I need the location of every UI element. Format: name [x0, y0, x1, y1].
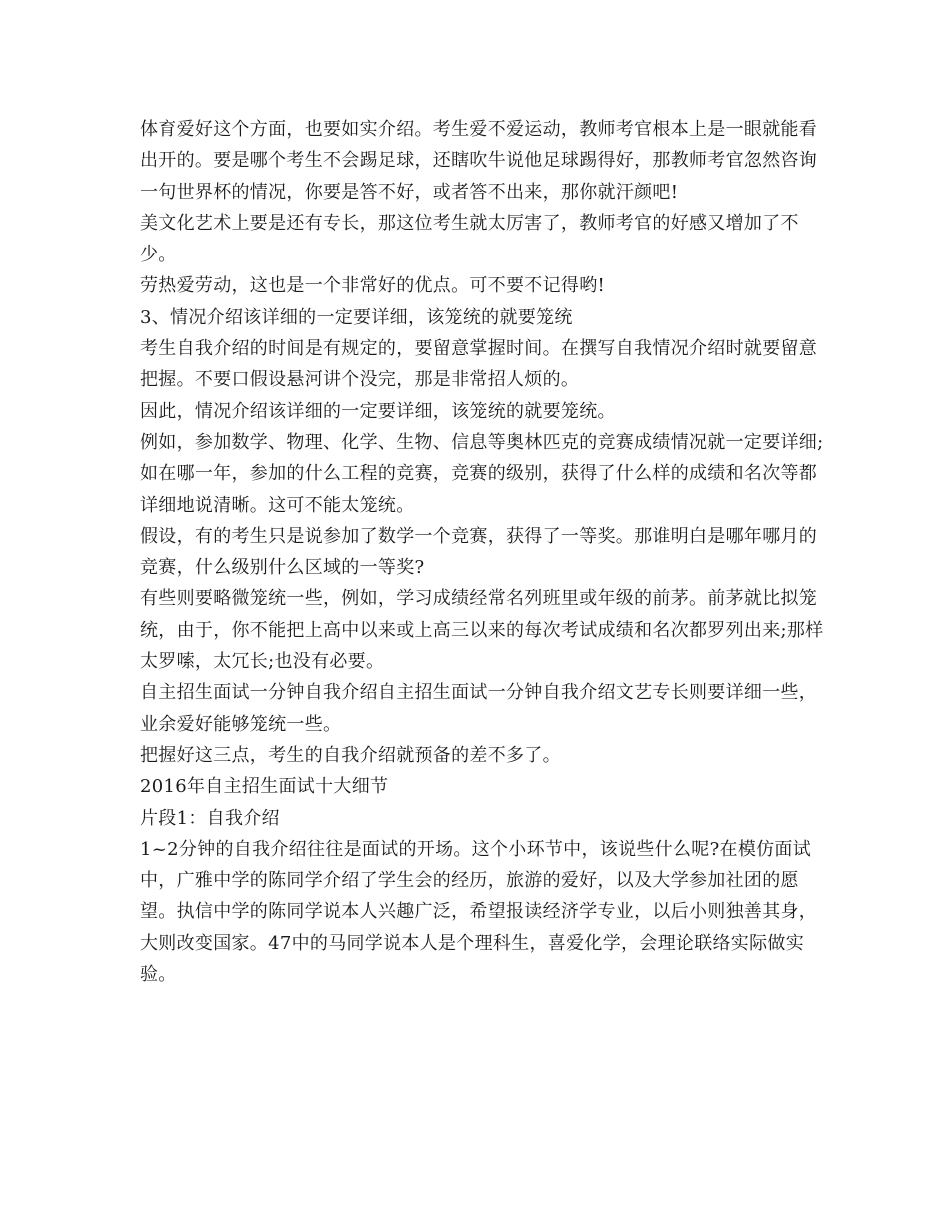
heading-ten-details: 2016年自主招生面试十大细节 [140, 776, 389, 798]
section-heading-detail-vs-general: 3、情况介绍该详细的一定要详细，该笼统的就要笼统 [140, 306, 573, 328]
paragraph-summary: 把握好这三点，考生的自我介绍就预备的差不多了。 [140, 744, 561, 766]
paragraph-general-grades: 有些则要略微笼统一些，例如，学习成绩经常名列班里或年级的前茅。前茅就比拟笼统，由于，你不能把上高中以来或上高三以来的每次考试成绩和名次都罗列出来;那样太罗嗦，太冗长;也没有必要。 [140, 588, 824, 673]
paragraph-labor: 劳热爱劳动，这也是一个非常好的优点。可不要不记得哟! [140, 275, 606, 297]
paragraph-therefore: 因此，情况介绍该详细的一定要详细，该笼统的就要笼统。 [140, 400, 616, 422]
document-body [140, 114, 830, 990]
paragraph-arts-detail: 自主招生面试一分钟自我介绍自主招生面试一分钟自我介绍文艺专长则要详细一些，业余爱好能够笼统一些。 [140, 682, 818, 735]
heading-segment-1: 片段1：自我介绍 [140, 807, 280, 829]
paragraph-olympiad-example: 例如，参加数学、物理、化学、生物、信息等奥林匹克的竞赛成绩情况就一定要详细;如在哪一年，参加的什么工程的竞赛，竞赛的级别，获得了什么样的成绩和名次等都详细地说清晰。这可不能太笼统。 [140, 431, 824, 516]
paragraph-time-limit: 考生自我介绍的时间是有规定的，要留意掌握时间。在撰写自我情况介绍时就要留意把握。不要口假设悬河讲个没完，那是非常招人烦的。 [140, 338, 818, 391]
paragraph-vague-example: 假设，有的考生只是说参加了数学一个竞赛，获得了一等奖。那谁明白是哪年哪月的竞赛，什么级别什么区域的一等奖? [140, 525, 818, 579]
paragraph-sports-hobby: 体育爱好这个方面，也要如实介绍。考生爱不爱运动，教师考官根本上是一眼就能看出开的。要是哪个考生不会踢足球，还瞎吹牛说他足球踢得好，那教师考官忽然咨询一句世界杯的情况，你要是答不好，或者答不出来，那你就汗颜吧! [140, 119, 818, 203]
paragraph-self-intro-examples: 1~2分钟的自我介绍往往是面试的开场。这个小环节中，该说些什么呢?在模仿面试中，广雅中学的陈同学介绍了学生会的经历，旅游的爱好，以及大学参加社团的愿望。执信中学的陈同学说本人兴趣广泛，希望报读经济学专业，以后小则独善其身，大则改变国家。47中的马同学说本人是个理科生，喜爱化学，会理论联络实际做实验。 [140, 838, 818, 986]
paragraph-arts-talent: 美文化艺术上要是还有专长，那这位考生就太厉害了，教师考官的好感又增加了不少。 [140, 212, 799, 266]
